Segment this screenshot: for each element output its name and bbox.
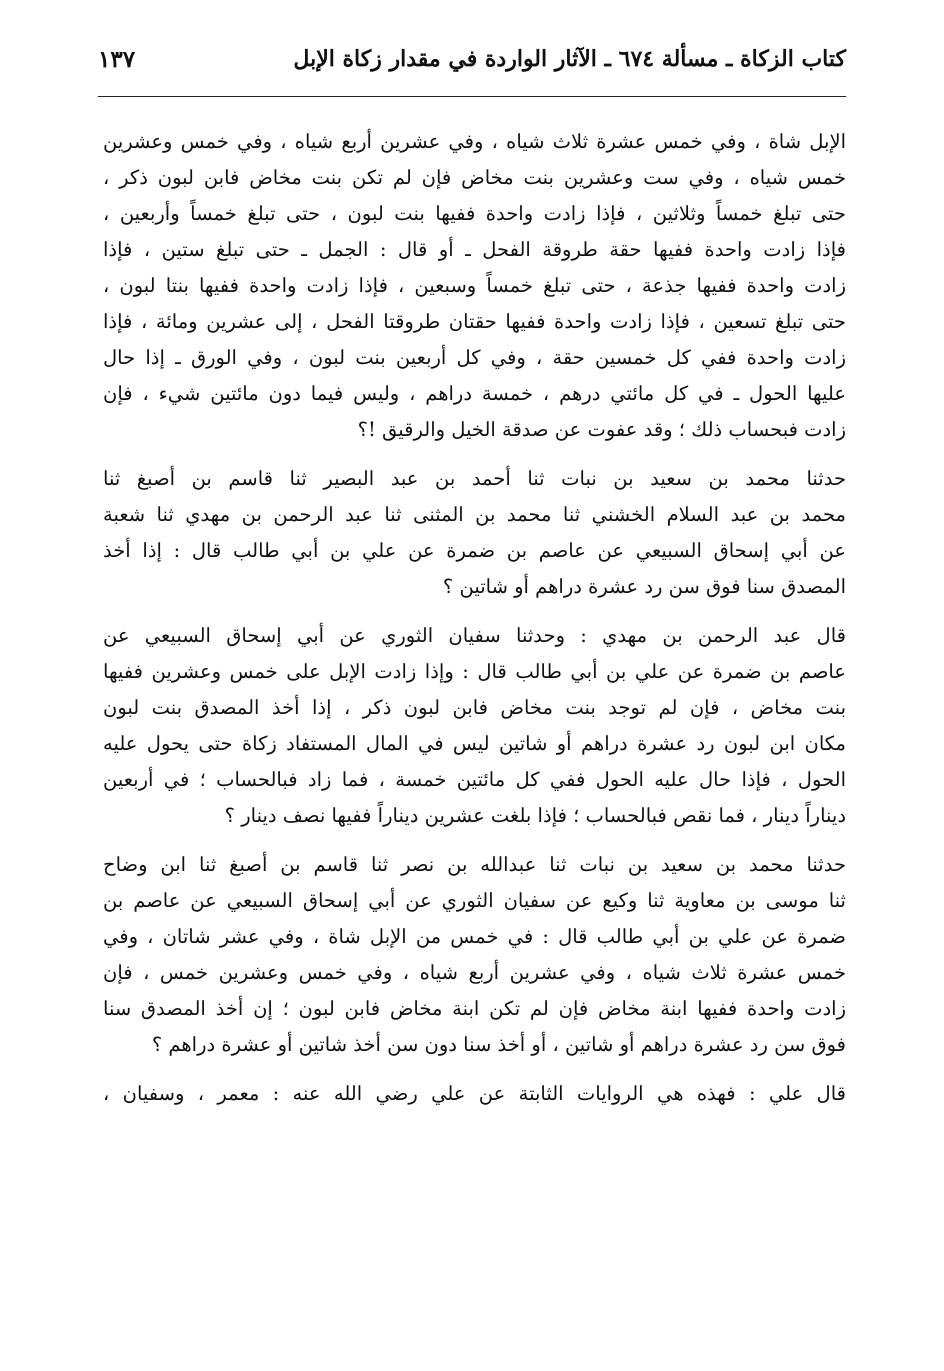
page-header [98, 44, 846, 88]
text-line: زادت واحدة ففيها جذعة ، حتى تبلغ خمساً وسبعين ، فإذا زادت واحدة ففيها بنتا لبون ، [103, 274, 846, 297]
text-line: فإذا زادت واحدة ففيها حقة طروقة الفحل ـ أو قال : الجمل ـ حتى تبلغ ستين ، فإذا [103, 238, 846, 261]
text-line: محمد بن عبد السلام الخشني ثنا محمد بن المثنى ثنا عبد الرحمن بن مهدي ثنا شعبة [103, 503, 846, 526]
text-line: حدثنا محمد بن سعيد بن نبات ثنا عبدالله بن نصر ثنا قاسم بن أصبغ ثنا ابن وضاح [103, 853, 846, 876]
text-line: ثنا موسى بن معاوية ثنا وكيع عن سفيان الثوري عن أبي إسحاق السبيعي عن عاصم بن [103, 889, 846, 912]
text-line: ضمرة عن علي بن أبي طالب قال : في خمس من الإبل شاة ، وفي عشر شاتان ، وفي [103, 925, 846, 948]
text-line: فوق سن رد عشرة دراهم أو شاتين ، أو أخذ سنا دون سن أخذ شاتين أو عشرة دراهم ؟ [151, 1033, 846, 1056]
text-line: الإبل شاة ، وفي خمس عشرة ثلاث شياه ، وفي عشرين أربع شياه ، وفي خمس وعشرين [103, 130, 846, 153]
running-title: كتاب الزكاة ـ مسألة ٦٧٤ ـ الآثار الواردة في مقدار زكاة الإبل [293, 46, 846, 72]
text-line: الحول ، فإذا حال عليه الحول ففي كل مائتين خمسة ، فما زاد فبالحساب ؛ في أربعين [103, 768, 846, 791]
text-line: زادت فبحساب ذلك ؛ وقد عفوت عن صدقة الخيل والرقيق !؟ [357, 418, 846, 441]
body-text [103, 124, 846, 1112]
paragraph-4 [103, 847, 846, 1063]
paragraph-3 [103, 618, 846, 834]
text-line: حتى تبلغ تسعين ، فإذا زادت واحدة ففيها حقتان طروقتا الفحل ، إلى عشرين ومائة ، فإذا [103, 310, 846, 333]
text-line: حدثنا محمد بن سعيد بن نبات ثنا أحمد بن عبد البصير ثنا قاسم بن أصبغ ثنا [103, 467, 846, 490]
text-line: خمس عشرة ثلاث شياه ، وفي عشرين أربع شياه ، وفي خمس وعشرين خمس ، فإن [103, 961, 846, 984]
text-line: خمس شياه ، وفي ست وعشرين بنت مخاض فإن لم تكن بنت مخاض فابن لبون ذكر ، [103, 166, 846, 189]
paragraph-5 [103, 1076, 846, 1112]
header-rule [98, 96, 846, 97]
text-line: عليها الحول ـ في كل مائتي درهم ، خمسة دراهم ، وليس فيما دون مائتين شيء ، فإن [103, 382, 846, 405]
text-line: المصدق سنا فوق سن رد عشرة دراهم أو شاتين ؟ [442, 575, 846, 598]
page-number: ١٣٧ [98, 46, 136, 73]
text-line: زادت واحدة ففي كل خمسين حقة ، وفي كل أربعين بنت لبون ، وفي الورق ـ إذا حال [103, 346, 846, 369]
text-line: قال علي : فهذه هي الروايات الثابتة عن علي رضي الله عنه : معمر ، وسفيان ، [103, 1082, 846, 1105]
text-line: عاصم بن ضمرة عن علي بن أبي طالب قال : وإذا زادت الإبل على خمس وعشرين ففيها [103, 660, 846, 683]
text-line: قال عبد الرحمن بن مهدي : وحدثنا سفيان الثوري عن أبي إسحاق السبيعي عن [103, 624, 846, 647]
text-line: بنت مخاض ، فإن لم توجد بنت مخاض فابن لبون ذكر ، إذا أخذ المصدق بنت لبون [103, 696, 846, 719]
paragraph-1 [103, 124, 846, 448]
text-line: حتى تبلغ خمساً وثلاثين ، فإذا زادت واحدة ففيها بنت لبون ، حتى تبلغ خمساً وأربعين ، [103, 202, 846, 225]
text-line: مكان ابن لبون رد عشرة دراهم أو شاتين ليس في المال المستفاد زكاة حتى يحول عليه [103, 732, 846, 755]
text-line: عن أبي إسحاق السبيعي عن عاصم بن ضمرة عن علي بن أبي طالب قال : إذا أخذ [103, 539, 846, 562]
text-line: ديناراً دينار ، فما نقص فبالحساب ؛ فإذا بلغت عشرين ديناراً ففيها نصف دينار ؟ [224, 804, 846, 827]
text-line: زادت واحدة ففيها ابنة مخاض فإن لم تكن ابنة مخاض فابن لبون ؛ إن أخذ المصدق سنا [103, 997, 846, 1020]
paragraph-2 [103, 461, 846, 605]
